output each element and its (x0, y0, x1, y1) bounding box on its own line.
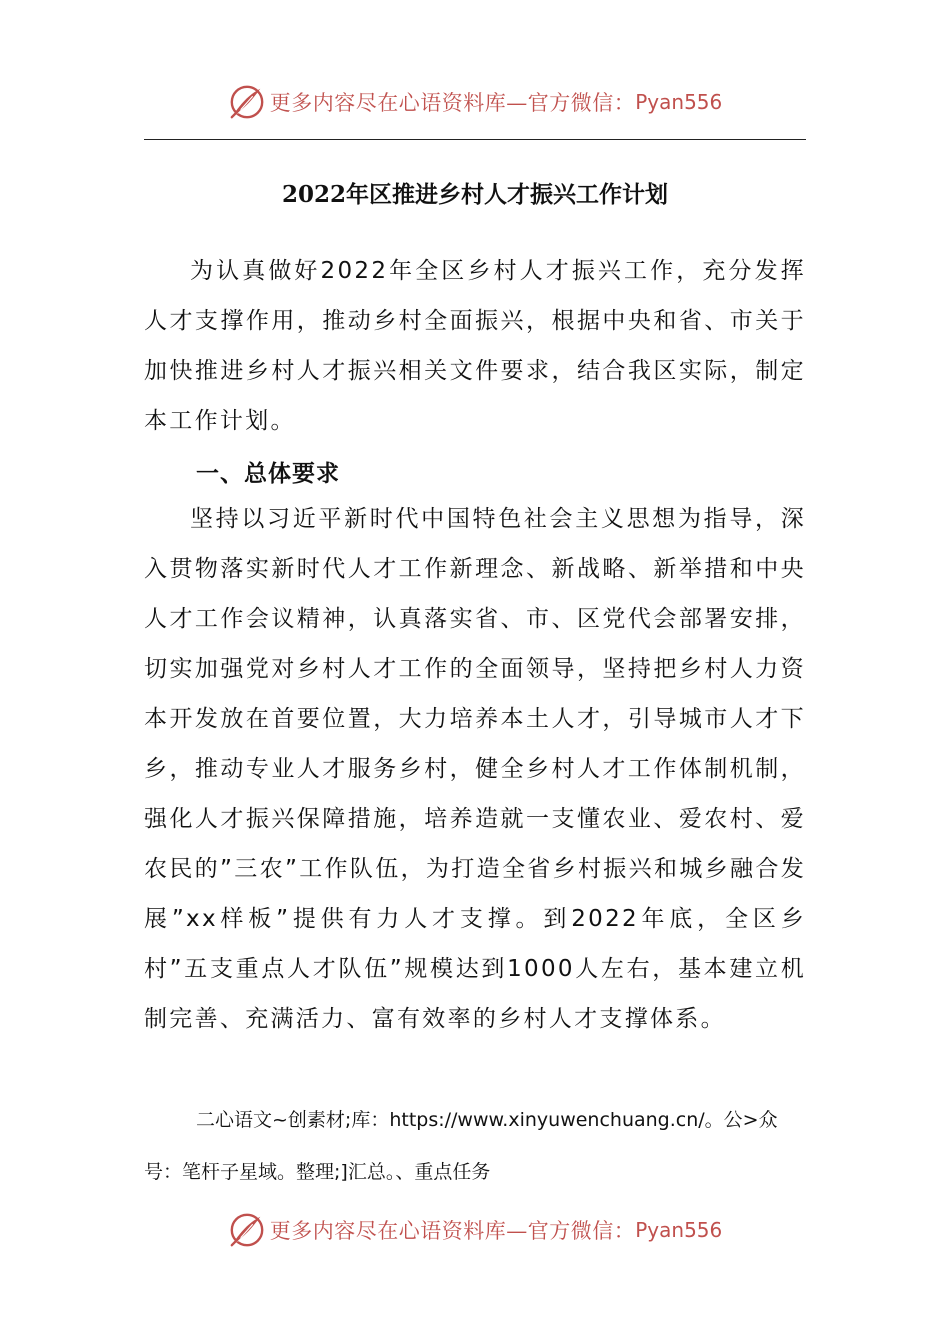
watermark-note: 二心语文~创素材;库：https://www.xinyuwenchuang.cn/。公>众号：笔杆子星域。整理;]汇总。、重点任务 (144, 1109, 778, 1183)
quill-logo-icon (228, 1211, 266, 1249)
intro-paragraph (144, 246, 806, 446)
section1-paragraph (144, 494, 806, 1044)
footer-banner-wechat: Pyan556 (635, 1218, 723, 1242)
intro-text: 为认真做好2022年全区乡村人才振兴工作，充分发挥人才支撑作用，推动乡村全面振兴，根据中央和省、市关于加快推进乡村人才振兴相关文件要求，结合我区实际，制定本工作计划。 (144, 258, 806, 434)
section1-text: 坚持以习近平新时代中国特色社会主义思想为指导，深入贯物落实新时代人才工作新理念、新战略、新举措和中央人才工作会议精神，认真落实省、市、区党代会部署安排，切实加强党对乡村人才工作的全面领导，坚持把乡村人力资本开发放在首要位置，大力培养本土人才，引导城市人才下乡，推动专业人才服务乡村，健全乡村人才工作体制机制，强化人才振兴保障措施，培养造就一支懂农业、爱农村、爱农民的”三农”工作队伍，为打造全省乡村振兴和城乡融合发展”xx样板”提供有力人才支撑。到2022年底，全区乡村”五支重点人才队伍”规模达到1000人左右，基本建立机制完善、充满活力、富有效率的乡村人才支撑体系。 (144, 506, 806, 1032)
quill-logo-icon (228, 83, 266, 121)
section-heading-1: 一、总体要求 (196, 461, 340, 487)
header-banner (0, 80, 950, 124)
header-banner-wechat: Pyan556 (635, 90, 723, 114)
footer-banner-text: 更多内容尽在心语资料库—官方微信： (269, 1219, 636, 1243)
document-title: 2022年区推进乡村人才振兴工作计划 (281, 181, 668, 208)
header-rule (144, 139, 806, 140)
header-banner-text: 更多内容尽在心语资料库—官方微信： (269, 91, 636, 115)
footer-banner (0, 1208, 950, 1252)
